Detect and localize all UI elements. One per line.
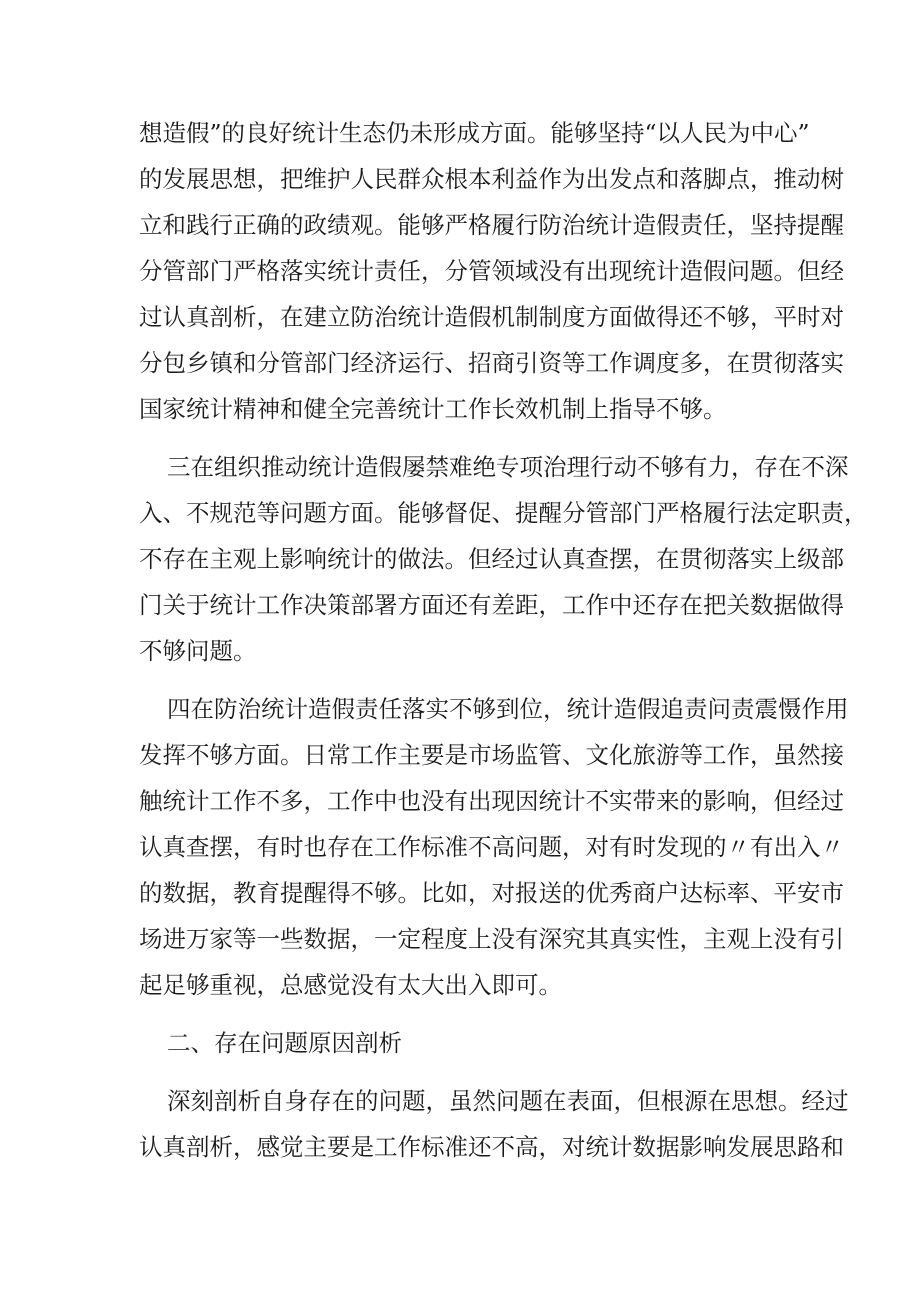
document-body (139, 110, 868, 1182)
text-line: 立和践行正确的政绩观。能够严格履行防治统计造假责任，坚持提醒 (139, 211, 844, 239)
paragraph-continuation (139, 110, 844, 432)
text-line: 的发展思想，把维护人民群众根本利益作为出发点和落脚点，推动树 (139, 165, 844, 193)
text-line: 认真查摆，有时也存在工作标准不高问题，对有时发现的〃有出入〃 (139, 833, 844, 861)
text-line: 的数据，教育提醒得不够。比如，对报送的优秀商户达标率、平安市 (139, 879, 844, 907)
text-line: 国家统计精神和健全完善统计工作长效机制上指导不够。 (139, 395, 727, 423)
section-heading (139, 1020, 789, 1066)
paragraph-section-two-body (139, 1078, 849, 1170)
text-line: 深刻剖析自身存在的问题，虽然问题在表面，但根源在思想。经过 (167, 1087, 849, 1115)
text-line: 四在防治统计造假责任落实不够到位，统计造假追责问责震慑作用 (167, 695, 849, 723)
text-line: 入、不规范等问题方面。能够督促、提醒分管部门严格履行法定职责， (139, 499, 868, 527)
text-line: 门关于统计工作决策部署方面还有差距，工作中还存在把关数据做得 (139, 591, 844, 619)
text-line: 不存在主观上影响统计的做法。但经过认真查摆，在贯彻落实上级部 (139, 545, 844, 573)
text-line: 想造假”的良好统计生态仍未形成方面。能够坚持“以人民为中心” (139, 119, 810, 147)
text-line: 过认真剖析，在建立防治统计造假机制制度方面做得还不够，平时对 (139, 303, 844, 331)
text-line: 场进万家等一些数据，一定程度上没有深究其真实性，主观上没有引 (139, 925, 844, 953)
paragraph-point-four (139, 686, 849, 1008)
section-title: 二、存在问题原因剖析 (167, 1029, 402, 1057)
text-line: 分包乡镇和分管部门经济运行、招商引资等工作调度多，在贯彻落实 (139, 349, 844, 377)
text-line: 认真剖析，感觉主要是工作标准还不高，对统计数据影响发展思路和 (139, 1133, 844, 1161)
text-line: 不够问题。 (139, 637, 257, 665)
text-line: 分管部门严格落实统计责任，分管领域没有出现统计造假问题。但经 (139, 257, 844, 285)
text-line: 发挥不够方面。日常工作主要是市场监管、文化旅游等工作，虽然接 (139, 741, 844, 769)
text-line: 触统计工作不多，工作中也没有出现因统计不实带来的影响，但经过 (139, 787, 844, 815)
text-line: 三在组织推动统计造假屡禁难绝专项治理行动不够有力，存在不深 (167, 453, 849, 481)
paragraph-point-three (139, 444, 868, 674)
text-line: 起足够重视，总感觉没有太大出入即可。 (139, 971, 562, 999)
